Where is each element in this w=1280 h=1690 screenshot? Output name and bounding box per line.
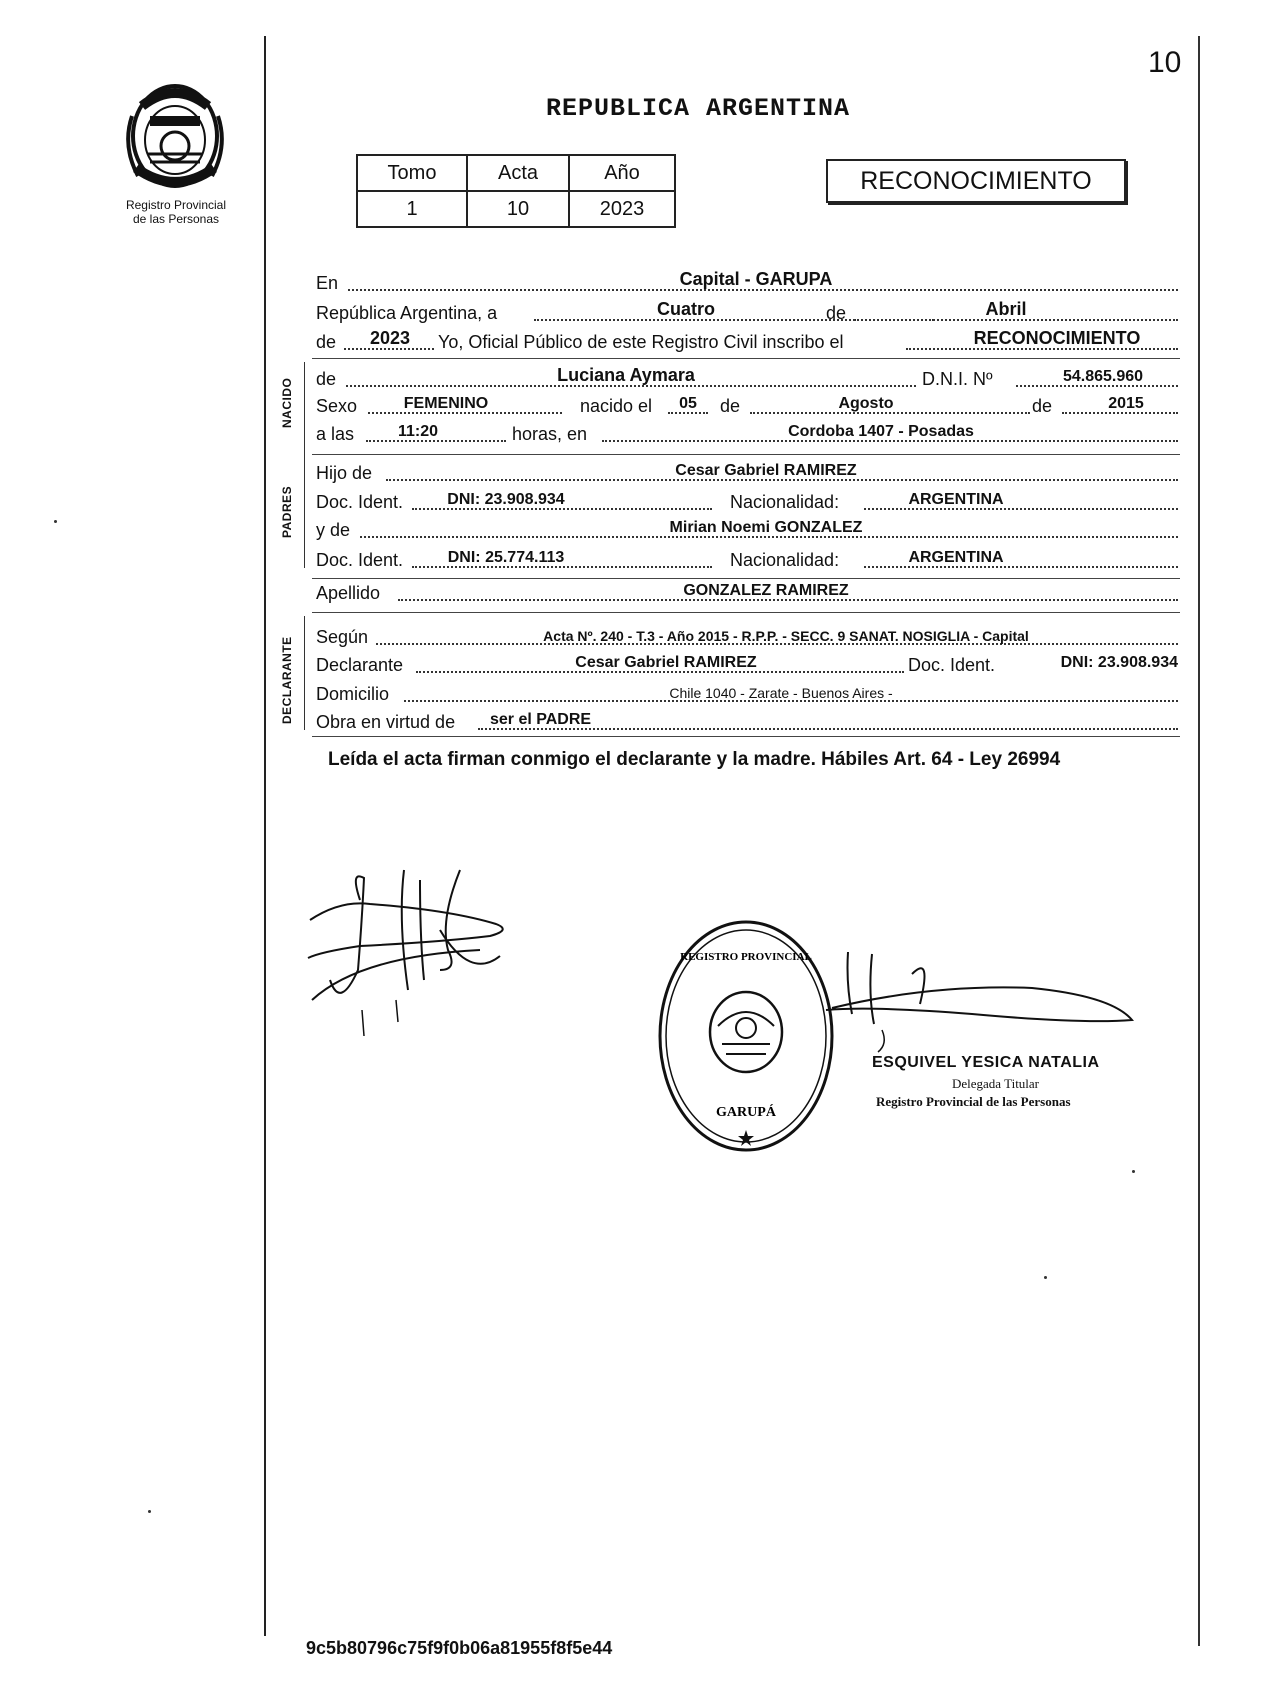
section-divider	[312, 612, 1180, 613]
row-declarante	[316, 648, 1178, 676]
month-value: Abril	[985, 299, 1027, 319]
official-organization: Registro Provincial de las Personas	[876, 1094, 1071, 1109]
row-y-de	[316, 513, 1178, 541]
father-nationality-value: ARGENTINA	[908, 491, 1004, 508]
anio-header: Año	[569, 155, 675, 191]
republica-label: República Argentina, a	[316, 303, 498, 323]
left-margin-line	[264, 36, 266, 1636]
hijo-de-label: Hijo de	[316, 463, 373, 483]
official-signature	[812, 944, 1142, 1054]
horas-label: horas, en	[512, 424, 588, 444]
row-oficial	[316, 325, 1178, 353]
mother-doc-value: DNI: 25.774.113	[447, 549, 565, 566]
tomo-header: Tomo	[357, 155, 467, 191]
record-id-table	[356, 154, 676, 228]
registry-label-line1: Registro Provincial	[125, 198, 227, 212]
section-divider	[312, 358, 1180, 359]
birth-day-value: 05	[679, 395, 697, 412]
row-father-doc	[316, 485, 1178, 513]
row-en	[316, 266, 1178, 294]
sexo-label: Sexo	[316, 396, 358, 416]
year-value: 2023	[369, 328, 411, 348]
birth-year-value: 2015	[1108, 395, 1144, 412]
declarant-signature	[300, 860, 520, 1040]
birth-month-value: Agosto	[838, 395, 894, 412]
act-type-value: RECONOCIMIENTO	[973, 328, 1141, 348]
declarante-section-label: DECLARANTE	[280, 636, 294, 724]
declarante-name-value: Cesar Gabriel RAMIREZ	[575, 654, 757, 671]
record-id-value-row	[357, 191, 675, 227]
scan-speck	[1044, 1276, 1047, 1279]
scan-speck	[54, 520, 57, 523]
nacido-section-label: NACIDO	[280, 377, 294, 428]
a-las-label: a las	[316, 424, 355, 444]
segun-label: Según	[316, 627, 369, 647]
scan-speck	[148, 1510, 151, 1513]
apellido-value: GONZALEZ RAMIREZ	[683, 582, 849, 599]
row-segun	[316, 620, 1178, 648]
nacionalidad-label: Nacionalidad:	[730, 550, 840, 570]
registry-label	[108, 198, 244, 226]
place-value: Capital - GARUPA	[679, 269, 833, 289]
row-nacido-sexo	[316, 389, 1178, 417]
row-nacido-hora	[316, 417, 1178, 445]
seal-text-garupa: GARUPÁ	[716, 1105, 776, 1120]
child-dni-value: 54.865.960	[1062, 368, 1144, 385]
seal-text: REGISTRO PROVINCIAL	[680, 951, 812, 963]
row-obra	[316, 705, 1178, 733]
birth-time-value: 11:20	[397, 423, 439, 440]
record-id-header-row	[357, 155, 675, 191]
oficial-text: Yo, Oficial Público de este Registro Civil inscribo el	[438, 332, 844, 352]
padres-bracket	[304, 458, 305, 568]
segun-value: Acta Nº. 240 - T.3 - Año 2015 - R.P.P. - SECC. 9 SANAT. NOSIGLIA - Capital	[543, 628, 1029, 644]
de-label: de	[826, 303, 847, 323]
domicilio-value: Chile 1040 - Zarate - Buenos Aires -	[669, 685, 893, 701]
nacido-el-label: nacido el	[580, 396, 653, 416]
de-label: de	[1032, 396, 1053, 416]
page-number: 10	[1148, 46, 1182, 79]
day-value: Cuatro	[657, 299, 715, 319]
father-name-value: Cesar Gabriel RAMIREZ	[675, 462, 857, 479]
mother-name-value: Mirian Noemi GONZALEZ	[669, 519, 863, 536]
en-label: En	[316, 273, 339, 293]
document-hash: 9c5b80796c75f9f0b06a81955f8f5e44	[306, 1638, 613, 1658]
dni-label: D.N.I. Nº	[922, 369, 993, 389]
registry-label-line2: de las Personas	[132, 212, 220, 226]
de-label: de	[720, 396, 741, 416]
row-date	[316, 296, 1178, 324]
row-hijo-de	[316, 456, 1178, 484]
anio-value: 2023	[569, 191, 675, 227]
padres-section-label: PADRES	[280, 485, 294, 538]
domicilio-label: Domicilio	[316, 684, 390, 704]
misiones-coat-of-arms-logo	[120, 76, 230, 194]
nacionalidad-label: Nacionalidad:	[730, 492, 840, 512]
declarante-bracket	[304, 616, 305, 730]
row-mother-doc	[316, 543, 1178, 571]
sexo-value: FEMENINO	[403, 395, 489, 412]
acta-header: Acta	[467, 155, 569, 191]
official-seal-stamp	[656, 918, 836, 1154]
obra-value: ser el PADRE	[490, 711, 592, 728]
row-apellido	[316, 576, 1178, 604]
child-name-value: Luciana Aymara	[557, 365, 695, 385]
official-role: Delegada Titular	[952, 1076, 1040, 1091]
document-title: REPUBLICA ARGENTINA	[546, 94, 851, 123]
de-label: de	[316, 369, 337, 389]
father-doc-value: DNI: 23.908.934	[447, 491, 565, 508]
acta-value: 10	[467, 191, 569, 227]
document-type-badge: RECONOCIMIENTO	[826, 159, 1126, 203]
obra-label: Obra en virtud de	[316, 712, 456, 732]
apellido-label: Apellido	[316, 583, 381, 603]
scan-speck	[1132, 1170, 1135, 1173]
doc-ident-label: Doc. Ident.	[316, 492, 404, 512]
de-label: de	[316, 332, 337, 352]
official-name: ESQUIVEL YESICA NATALIA	[872, 1054, 1100, 1071]
declarante-label: Declarante	[316, 655, 404, 675]
doc-ident-label: Doc. Ident.	[316, 550, 404, 570]
section-divider	[312, 736, 1180, 737]
row-domicilio	[316, 677, 1178, 705]
mother-nationality-value: ARGENTINA	[908, 549, 1004, 566]
y-de-label: y de	[316, 520, 351, 540]
row-nacido-name	[316, 362, 1178, 390]
birth-place-value: Cordoba 1407 - Posadas	[788, 423, 974, 440]
nacido-bracket	[304, 362, 305, 458]
tomo-value: 1	[357, 191, 467, 227]
right-margin-line	[1198, 36, 1200, 1646]
doc-ident-label: Doc. Ident.	[908, 655, 996, 675]
section-divider	[312, 454, 1180, 455]
legal-statement: Leída el acta firman conmigo el declarante y la madre. Hábiles Art. 64 - Ley 26994	[328, 749, 1061, 770]
declarante-doc-value: DNI: 23.908.934	[1060, 654, 1178, 671]
